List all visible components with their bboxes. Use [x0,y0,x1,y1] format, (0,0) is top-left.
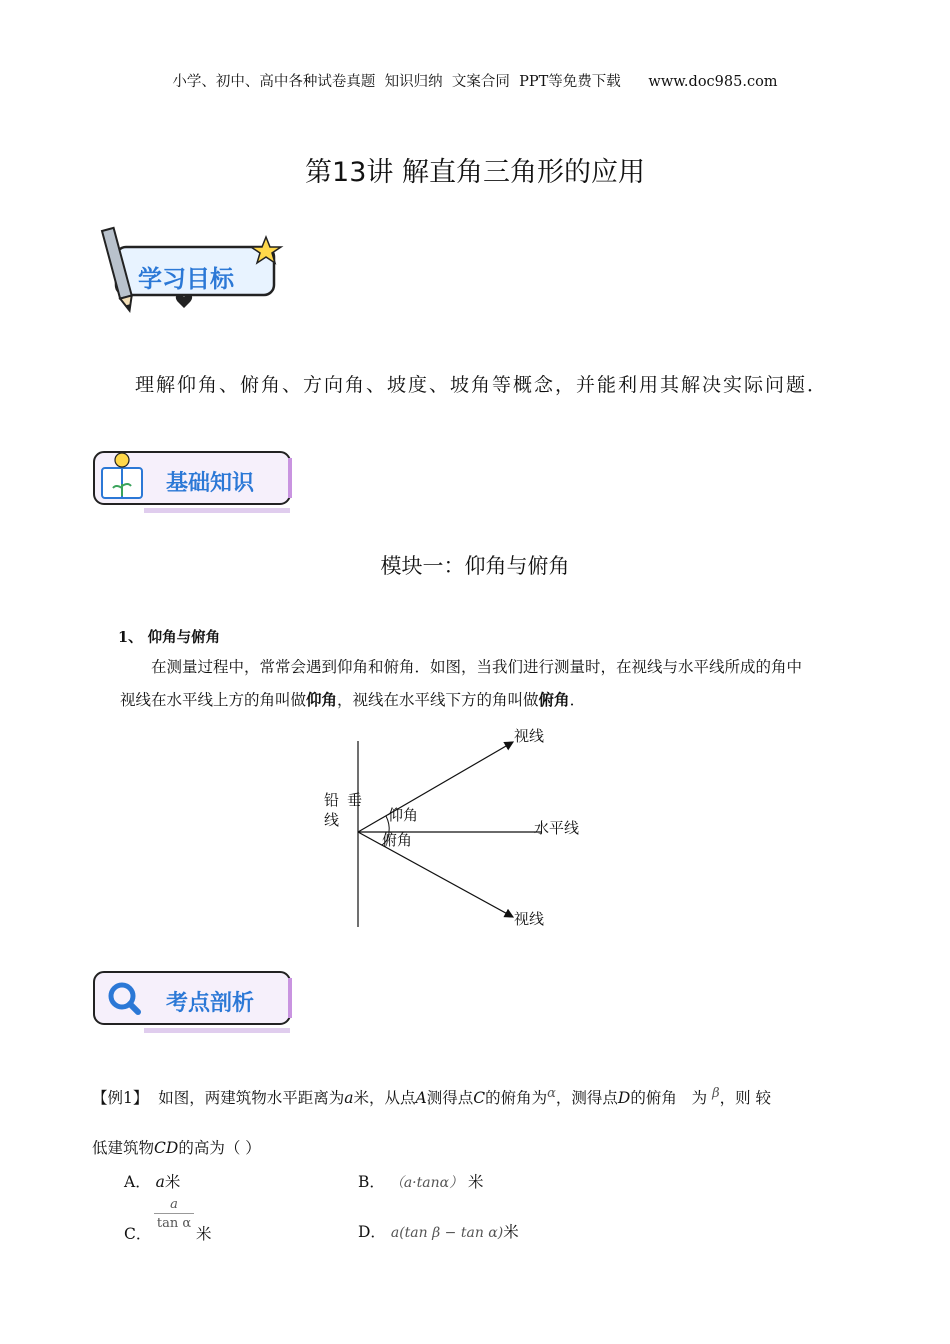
goal-text: 理解仰角、俯角、方向角、坡度、坡角等概念，并能利用其解决实际问题． [135,374,829,396]
analysis-banner-text: 考点剖析 [166,991,255,1016]
option-d[interactable] [358,1220,519,1242]
plumb-label-1: 铅 [324,791,340,809]
option-label: A． [124,1173,151,1191]
basics-banner-text: 基础知识 [166,471,255,496]
question-text: ，测得点 [555,1089,618,1108]
alpha-symbol: α [547,1086,556,1101]
question-text: 的高为（ ） [178,1139,261,1157]
term-elevation: 仰角 [306,690,338,709]
definition-line-1: 在测量过程中，常常会遇到仰角和俯角．如图，当我们进行测量时，在视线与水平线所成的角中 [151,658,803,676]
definition-text: 视线在水平线上方的角叫做 [120,691,307,709]
section-heading: 1、 仰角与俯角 [118,629,221,646]
option-label: C． [124,1225,152,1243]
sight-line-up [358,742,513,832]
elevation-label: 仰角 [388,806,419,824]
option-label: B． [358,1173,385,1191]
term-depression: 俯角 [538,690,570,709]
option-unit: 米 [468,1173,484,1191]
definition-text: ． [569,691,586,709]
example-label: 【例1】 [92,1089,149,1108]
option-a[interactable] [124,1170,180,1192]
angle-diagram [310,725,630,935]
var-a: a [344,1089,354,1108]
plumb-label-2: 垂 [347,791,363,809]
definition-text: ，视线在水平线下方的角叫做 [337,691,539,709]
fraction-numerator: a [154,1197,194,1214]
option-expression: （a·tanα） [389,1175,464,1191]
point-a: A [415,1089,427,1108]
analysis-banner [92,968,297,1038]
question-text: 测得点 [426,1089,474,1108]
question-text: 的俯角为 [485,1089,548,1108]
example1-line1 [92,1086,872,1108]
point-c: C [473,1089,486,1108]
sight-label-top: 视线 [514,727,545,745]
fraction-denominator: tan α [156,1216,192,1231]
example1-line2 [92,1136,261,1158]
angle-diagram-lines [310,725,630,935]
question-text: 如图，两建筑物水平距离为 [158,1089,345,1108]
option-label: D． [358,1223,386,1241]
segment-cd: CD [154,1139,179,1157]
option-expression: a(tan β − tan α) [390,1225,504,1241]
question-text: 的俯角 [630,1089,677,1108]
question-text: 低建筑物 [92,1139,155,1157]
question-text: 米，从点 [353,1089,416,1108]
option-b[interactable] [358,1170,484,1192]
sight-label-bottom: 视线 [514,910,545,928]
horizontal-label: 水平线 [534,819,580,837]
page-title: 第13讲 解直角三角形的应用 [305,157,645,188]
definition-line-2 [120,686,880,714]
option-unit: 米 [503,1223,519,1241]
option-c[interactable] [124,1222,151,1244]
basics-banner [92,448,297,518]
module-title: 模块一：仰角与俯角 [380,554,570,578]
page-header: 小学、初中、高中各种试卷真题 知识归纳 文案合同 PPT等免费下载 www.doc985.com [172,74,778,90]
question-text: ，则 较 [719,1089,772,1108]
point-d: D [617,1089,631,1108]
option-var: a [155,1173,165,1191]
depression-label: 俯角 [382,831,413,849]
goals-banner-text: 学习目标 [138,265,234,293]
question-text: 为 [691,1089,708,1108]
option-unit: 米 [164,1173,181,1191]
option-c-unit: 米 [196,1225,212,1243]
option-c-fraction[interactable] [154,1197,194,1231]
goals-banner [88,225,288,315]
plumb-label-3: 线 [324,811,340,829]
beta-symbol: β [712,1086,720,1101]
